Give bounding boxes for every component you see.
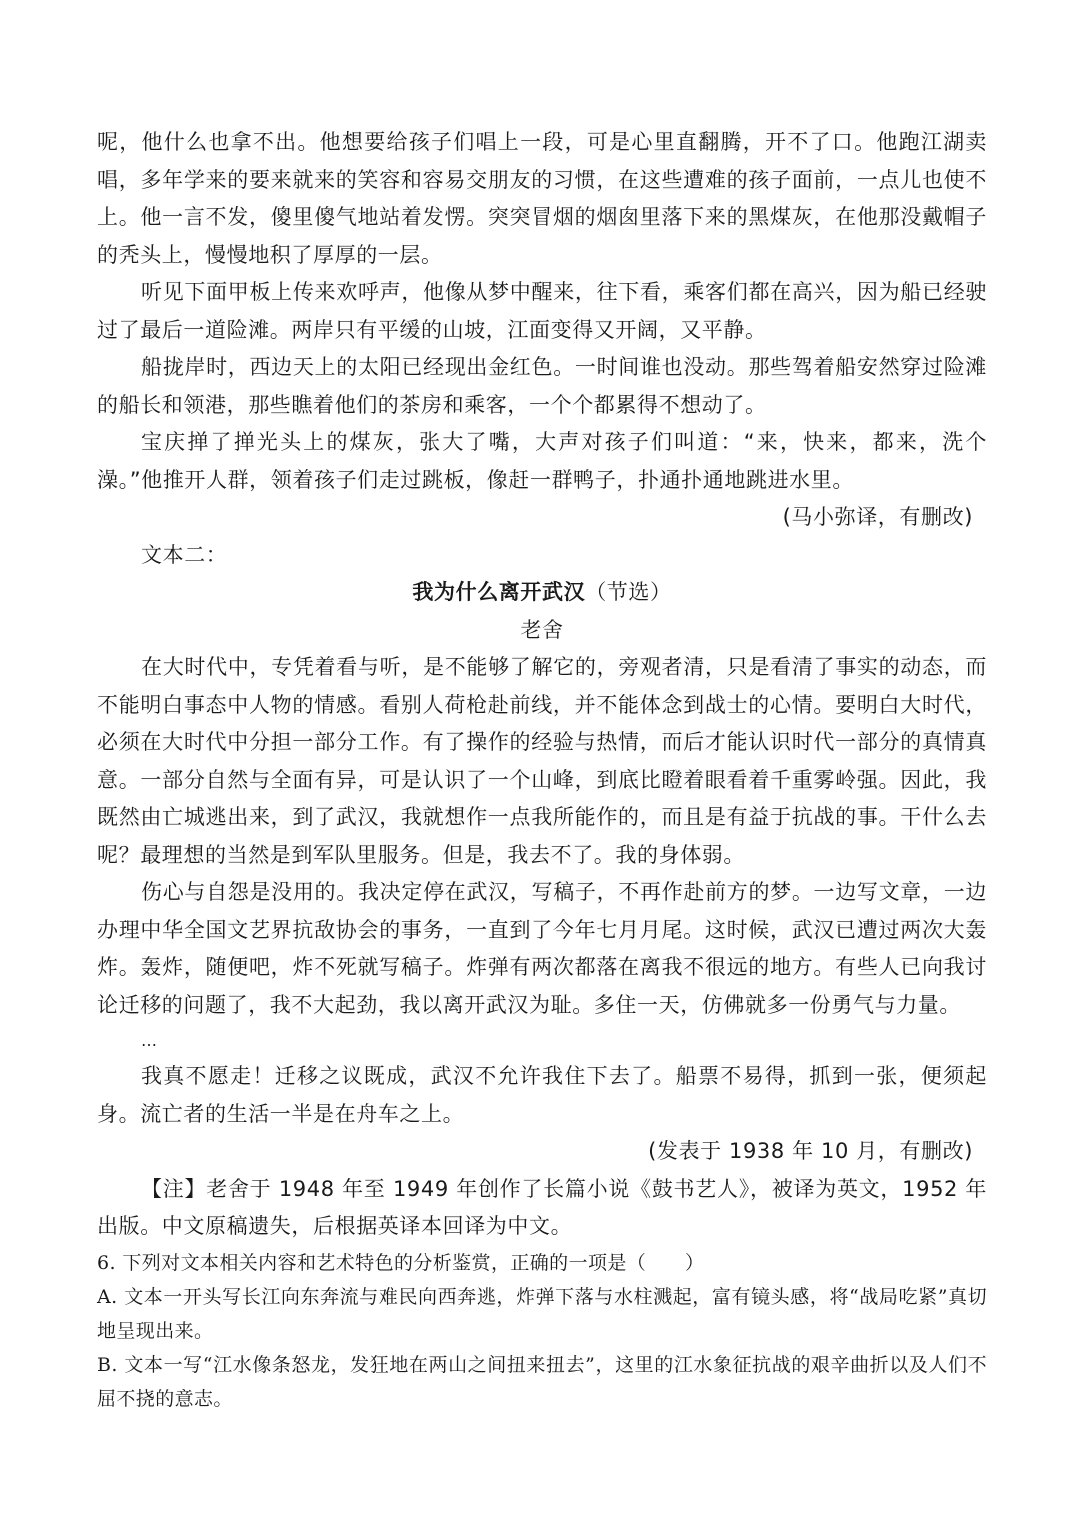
text1-paragraph-1: 呢，他什么也拿不出。他想要给孩子们唱上一段，可是心里直翻腾，开不了口。他跑江湖卖唱，多年学来的要来就来的笑容和容易交朋友的习惯，在这些遭难的孩子面前，一点儿也使不上。他一言不发，傻里傻气地站着发愣。突突冒烟的烟囱里落下来的黑煤灰，在他那没戴帽子的秃头上，慢慢地积了厚厚的一层。 (97, 130, 987, 267)
note: 【注】老舍于 1948 年至 1949 年创作了长篇小说《鼓书艺人》，被译为英文，1952 年出版。中文原稿遗失，后根据英译本回译为中文。 (97, 1176, 987, 1238)
text2-title-suffix: （节选） (585, 580, 672, 604)
text2-label: 文本二： (141, 542, 228, 567)
text1-attribution: (马小弥译，有删改) (782, 505, 973, 529)
text2-paragraph-1: 在大时代中，专凭着看与听，是不能够了解它的，旁观者清，只是看清了事实的动态，而不能明白事态中人物的情感。看别人荷枪赴前线，并不能体念到战士的心情。要明白大时代，必须在大时代中分担一部分工作。有了操作的经验与热情，而后才能认识时代一部分的真情真意。一部分自然与全面有异，可是认识了一个山峰，到底比瞪着眼看着千重雾岭强。因此，我既然由亡城逃出来，到了武汉，我就想作一点我所能作的，而且是有益于抗战的事。干什么去呢？最理想的当然是到军队里服务。但是，我去不了。我的身体弱。 (97, 655, 987, 867)
text1-paragraph-4: 宝庆掸了掸光头上的煤灰，张大了嘴，大声对孩子们叫道：“来，快来，都来，洗个澡。”他推开人群，领着孩子们走过跳板，像赶一群鸭子，扑通扑通地跳进水里。 (97, 430, 987, 492)
text2-ellipsis: … (141, 1031, 158, 1050)
text1-paragraph-3: 船拢岸时，西边天上的太阳已经现出金红色。一时间谁也没动。那些驾着船安然穿过险滩的船长和领港，那些瞧着他们的茶房和乘客，一个个都累得不想动了。 (97, 355, 987, 417)
text2-title (97, 574, 987, 612)
text1-paragraph-2: 听见下面甲板上传来欢呼声，他像从梦中醒来，往下看，乘客们都在高兴，因为船已经驶过了最后一道险滩。两岸只有平缓的山坡，江面变得又开阔，又平静。 (97, 280, 987, 342)
text2-author: 老舍 (520, 617, 564, 642)
text2-title-main: 我为什么离开武汉 (412, 580, 586, 604)
text2-attribution: (发表于 1938 年 10 月，有删改) (648, 1139, 973, 1163)
question-option-a[interactable]: A. 文本一开头写长江向东奔流与难民向西奔逃，炸弹下落与水柱溅起，富有镜头感，将“战局吃紧”真切地呈现出来。 (97, 1285, 987, 1342)
document-page (97, 124, 987, 1416)
question-option-b[interactable]: B. 文本一写“江水像条怒龙，发狂地在两山之间扭来扭去”，这里的江水象征抗战的艰辛曲折以及人们不屈不挠的意志。 (97, 1353, 987, 1410)
question-stem: 6. 下列对文本相关内容和艺术特色的分析鉴赏，正确的一项是（ ） (97, 1251, 705, 1274)
text2-paragraph-last: 我真不愿走！迁移之议既成，武汉不允许我住下去了。船票不易得，抓到一张，便须起身。流亡者的生活一半是在舟车之上。 (97, 1064, 987, 1126)
text2-paragraph-2: 伤心与自怨是没用的。我决定停在武汉，写稿子，不再作赴前方的梦。一边写文章，一边办理中华全国文艺界抗敌协会的事务，一直到了今年七月月尾。这时候，武汉已遭过两次大轰炸。轰炸，随便吧，炸不死就写稿子。炸弹有两次都落在离我不很远的地方。有些人已向我讨论迁移的问题了，我不大起劲，我以离开武汉为耻。多住一天，仿佛就多一份勇气与力量。 (97, 880, 987, 1017)
